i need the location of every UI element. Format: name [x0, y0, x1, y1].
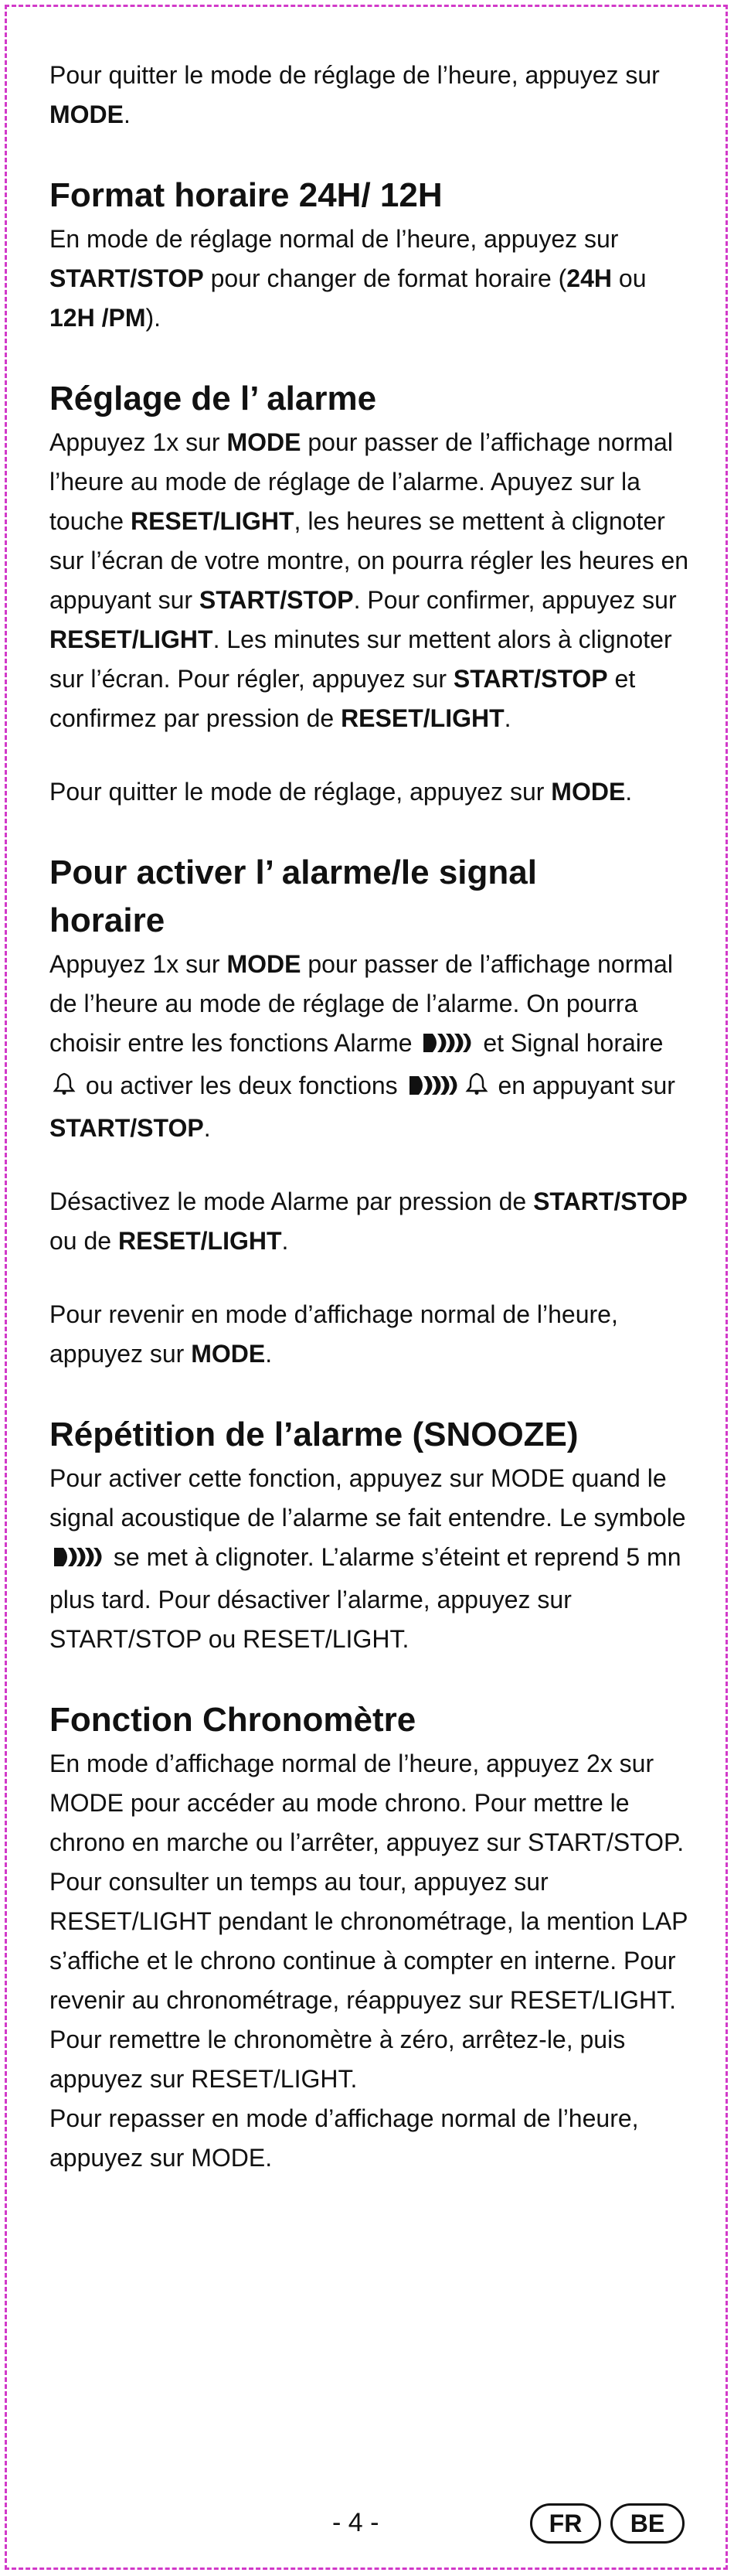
- chrono-heading: Fonction Chronomètre: [49, 1701, 416, 1739]
- alarm-icon: [422, 1027, 473, 1066]
- alarm-setting-heading: Réglage de l’ alarme: [49, 380, 377, 417]
- country-badge-fr: FR: [530, 2503, 601, 2544]
- activate-heading: Pour activer l’ alarme/le signal horaire: [49, 854, 537, 939]
- alarm-icon-snooze: [53, 1541, 104, 1580]
- alarm-quit-paragraph: Pour quitter le mode de réglage, appuyez sur MODE.: [49, 778, 633, 806]
- activate-paragraph: Appuyez 1x sur MODE pour passer de l’affichage normal de l’heure au mode de réglage de l’alarme. On pourra choisir entre les fonctions Alarme et Signal horaire ou activer les deux fonctions en appuyant sur START/STOP.: [49, 950, 675, 1142]
- bell-icon-combined: [465, 1068, 488, 1107]
- bell-icon: [53, 1068, 76, 1107]
- snooze-heading: Répétition de l’alarme (SNOOZE): [49, 1416, 579, 1453]
- deactivate-paragraph: Désactivez le mode Alarme par pression de START/STOP ou de RESET/LIGHT.: [49, 1187, 688, 1255]
- manual-content: [49, 56, 698, 2178]
- return-normal-paragraph: Pour revenir en mode d’affichage normal de l’heure, appuyez sur MODE.: [49, 1300, 618, 1368]
- page-footer: [0, 2503, 734, 2550]
- page-number: - 4 -: [332, 2508, 379, 2537]
- country-badge-be: BE: [610, 2503, 685, 2544]
- chrono-paragraph: En mode d’affichage normal de l’heure, appuyez 2x sur MODE pour accéder au mode chrono. Pour mettre le chrono en marche ou l’arrêter, appuyez sur START/STOP. Pour consulter un temps au tour, appuyez sur RESET/LIGHT pendant le chronométrage, la mention LAP s’affiche et le chrono continue à compter en interne. Pour revenir au chronométrage, réappuyez sur RESET/LIGHT. Pour remettre le chronomètre à zéro, arrêtez-le, puis appuyez sur RESET/LIGHT.: [49, 1750, 688, 2093]
- format-paragraph: En mode de réglage normal de l’heure, appuyez sur START/STOP pour changer de format horaire (24H ou 12H /PM).: [49, 225, 647, 332]
- chrono-return-paragraph: Pour repasser en mode d’affichage normal de l’heure, appuyez sur MODE.: [49, 2104, 639, 2172]
- intro-paragraph: Pour quitter le mode de réglage de l’heure, appuyez sur MODE.: [49, 61, 660, 128]
- snooze-paragraph: Pour activer cette fonction, appuyez sur MODE quand le signal acoustique de l’alarme se fait entendre. Le symbole se met à clignoter. L’alarme s’éteint et reprend 5 mn plus tard. Pour désactiver l’alarme, appuyez sur START/STOP ou RESET/LIGHT.: [49, 1464, 686, 1653]
- alarm-icon-combined: [408, 1069, 459, 1109]
- alarm-setting-paragraph: Appuyez 1x sur MODE pour passer de l’affichage normal l’heure au mode de réglage de l’alarme. Apuyez sur la touche RESET/LIGHT, les heures se mettent à clignoter sur l’écran de votre montre, on pourra régler les heures en appuyant sur START/STOP. Pour confirmer, appuyez sur RESET/LIGHT. Les minutes sur mettent alors à clignoter sur l’écran. Pour régler, appuyez sur START/STOP et confirmez par pression de RESET/LIGHT.: [49, 428, 689, 732]
- format-heading: Format horaire 24H/ 12H: [49, 176, 443, 214]
